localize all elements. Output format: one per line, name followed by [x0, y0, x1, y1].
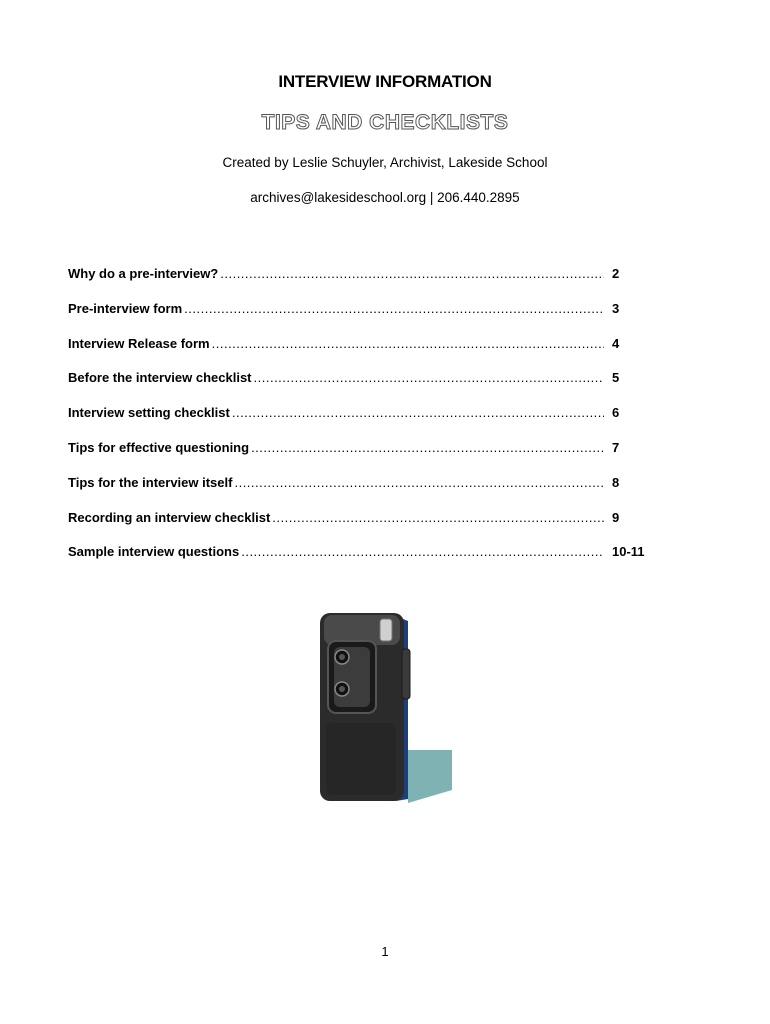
toc-entry	[68, 440, 648, 475]
recorder-shadow	[408, 750, 452, 803]
table-of-contents	[68, 266, 648, 579]
toc-entry-page: 2	[612, 266, 620, 281]
toc-leader-dots	[184, 301, 604, 316]
page-subtitle: TIPS AND CHECKLISTS	[261, 111, 509, 134]
toc-entry-label: Before the interview checklist	[68, 370, 252, 386]
toc-entry-label: Tips for the interview itself	[68, 474, 233, 490]
toc-entry-label: Why do a pre-interview?	[68, 266, 219, 281]
recorder-lower-panel	[326, 723, 396, 795]
author-credit: Created by Leslie Schuyler, Archivist, Lakeside School	[222, 155, 548, 170]
toc-entry	[68, 475, 648, 510]
toc-leader-dots	[212, 336, 604, 351]
toc-entry-page: 3	[612, 300, 620, 316]
toc-entry	[68, 510, 648, 545]
toc-leader-dots	[234, 475, 604, 490]
toc-entry-label: Interview Release form	[68, 335, 210, 351]
toc-entry-label: Pre-interview form	[68, 300, 183, 316]
toc-entry	[68, 266, 648, 301]
toc-entry	[68, 405, 648, 440]
toc-leader-dots	[272, 510, 604, 525]
page-number: 1	[381, 944, 389, 959]
recorder-top-button	[380, 619, 392, 641]
toc-entry-page: 7	[612, 439, 620, 455]
toc-entry-page: 8	[612, 474, 620, 490]
toc-entry-page: 6	[612, 405, 620, 421]
toc-entry-page: 4	[612, 335, 620, 351]
recorder-side-buttons	[402, 649, 410, 699]
voice-recorder-icon	[312, 605, 457, 805]
toc-entry-label: Tips for effective questioning	[68, 439, 250, 455]
contact-info: archives@lakesideschool.org | 206.440.2895	[250, 190, 520, 205]
toc-entry	[68, 336, 648, 371]
toc-entry	[68, 370, 648, 405]
toc-leader-dots	[220, 266, 604, 281]
toc-entry-label: Sample interview questions	[68, 544, 240, 560]
toc-entry-page: 10-11	[612, 544, 645, 560]
toc-leader-dots	[251, 440, 604, 455]
toc-entry-page: 9	[612, 509, 620, 525]
toc-entry	[68, 544, 648, 579]
page-title: INTERVIEW INFORMATION	[278, 72, 492, 91]
toc-entry-label: Recording an interview checklist	[68, 509, 271, 525]
toc-entry	[68, 301, 648, 336]
toc-leader-dots	[232, 405, 604, 420]
toc-entry-label: Interview setting checklist	[68, 405, 230, 421]
toc-leader-dots	[241, 544, 604, 559]
toc-entry-page: 5	[612, 370, 620, 386]
toc-leader-dots	[254, 370, 604, 385]
